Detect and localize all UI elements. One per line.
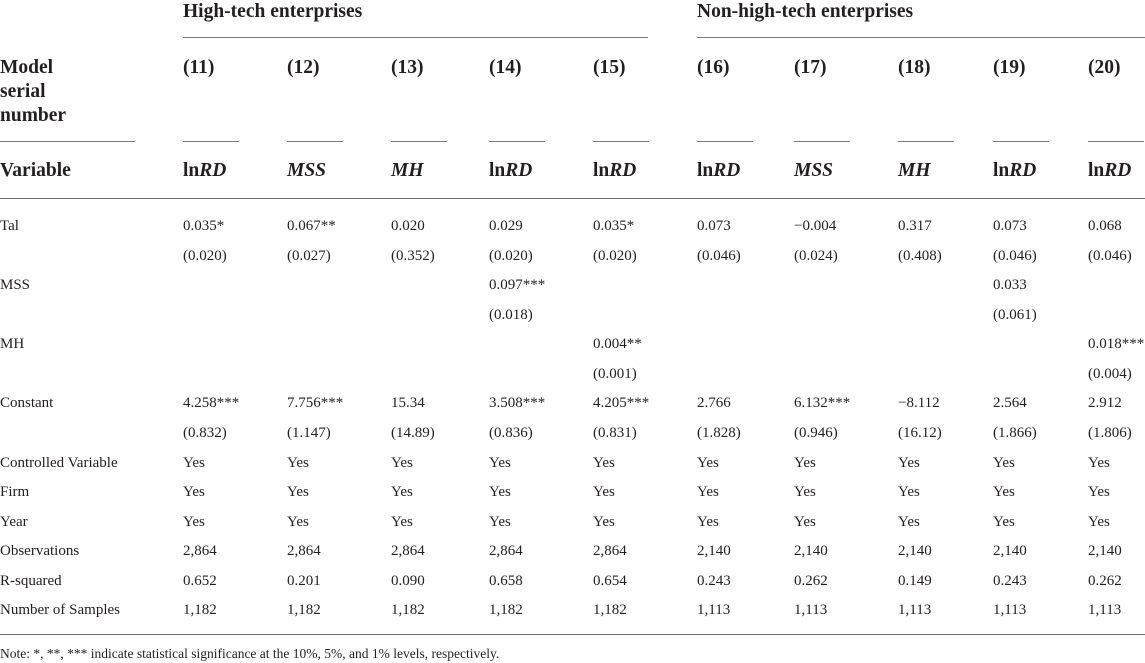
table-cell: 1,113 <box>1088 602 1122 618</box>
table-cell: 0.067** <box>287 218 336 234</box>
table-cell: 0.652 <box>183 573 217 589</box>
table-cell: 0.149 <box>898 573 932 589</box>
table-cell: Yes <box>183 455 205 471</box>
table-cell: 0.658 <box>489 573 523 589</box>
table-cell: 1,182 <box>593 602 627 618</box>
table-cell: 15.34 <box>391 395 425 411</box>
table-cell: Yes <box>697 514 719 530</box>
row-label: MH <box>0 336 25 352</box>
model-rule-16 <box>697 141 753 142</box>
row-label: Controlled Variable <box>0 455 118 471</box>
row-label: R-squared <box>0 573 62 589</box>
model-rule-20 <box>1088 141 1144 142</box>
table-cell: (1.806) <box>1088 425 1132 441</box>
model-number-11: (11) <box>183 57 215 78</box>
model-label-line-1: Model <box>0 57 54 78</box>
dep-var-name: MH <box>391 160 424 181</box>
model-rule-17 <box>794 141 850 142</box>
table-cell: 2,140 <box>1088 543 1122 559</box>
table-cell: 0.262 <box>794 573 828 589</box>
table-cell: Yes <box>391 514 413 530</box>
table-cell: (0.046) <box>993 248 1037 264</box>
dep-var-prefix: ln <box>993 160 1010 181</box>
table-cell: (16.12) <box>898 425 942 441</box>
dep-var-16 <box>697 159 740 183</box>
model-number-13: (13) <box>391 57 424 78</box>
table-cell: 0.262 <box>1088 573 1122 589</box>
model-label-line-2: serial <box>0 81 46 102</box>
table-cell: Yes <box>1088 455 1110 471</box>
row-label: Firm <box>0 484 30 500</box>
table-cell: 0.654 <box>593 573 627 589</box>
table-cell: 3.508*** <box>489 395 546 411</box>
table-cell: Yes <box>898 455 920 471</box>
table-cell: (0.831) <box>593 425 637 441</box>
table-cell: 0.029 <box>489 218 523 234</box>
table-cell: (14.89) <box>391 425 435 441</box>
model-label-rule <box>0 141 135 142</box>
table-note: Note: *, **, *** indicate statistical significance at the 10%, 5%, and 1% levels, respectively. <box>0 646 500 661</box>
model-number-14: (14) <box>489 57 522 78</box>
dep-var-18 <box>898 159 931 183</box>
row-label: Constant <box>0 395 54 411</box>
dep-var-prefix: ln <box>489 160 506 181</box>
group-header-high-tech: High-tech enterprises <box>183 1 363 22</box>
table-bottom-rule <box>0 634 1145 635</box>
table-cell: (0.046) <box>697 248 741 264</box>
dep-var-name: RD <box>199 160 227 181</box>
group-rule-high-tech <box>183 37 648 38</box>
table-cell: Yes <box>391 455 413 471</box>
dep-var-name: RD <box>505 160 533 181</box>
table-cell: 1,113 <box>794 602 828 618</box>
table-cell: 1,113 <box>697 602 731 618</box>
table-cell: Yes <box>697 484 719 500</box>
table-cell: 2.564 <box>993 395 1027 411</box>
table-cell: Yes <box>794 514 816 530</box>
table-cell: Yes <box>287 484 309 500</box>
table-cell: 0.090 <box>391 573 425 589</box>
model-number-20: (20) <box>1088 57 1121 78</box>
table-cell: 2,140 <box>898 543 932 559</box>
table-cell: (0.061) <box>993 307 1037 323</box>
dep-var-name: MSS <box>794 160 834 181</box>
model-rule-14 <box>489 141 545 142</box>
table-cell: Yes <box>593 514 615 530</box>
table-cell: Yes <box>489 455 511 471</box>
table-cell: 1,113 <box>898 602 932 618</box>
table-cell: 0.035* <box>183 218 225 234</box>
table-cell: 0.020 <box>391 218 425 234</box>
variable-label: Variable <box>0 160 71 181</box>
table-cell: 2,140 <box>697 543 731 559</box>
dep-var-12 <box>287 159 326 183</box>
row-label: Number of Samples <box>0 602 120 618</box>
group-rule-non-high-tech <box>697 37 1145 38</box>
table-cell: 0.033 <box>993 277 1027 293</box>
dep-var-11 <box>183 159 226 183</box>
table-cell: 2,864 <box>593 543 627 559</box>
table-cell: 1,182 <box>489 602 523 618</box>
table-cell: 1,113 <box>993 602 1027 618</box>
table-cell: 7.756*** <box>287 395 344 411</box>
table-cell: 4.258*** <box>183 395 240 411</box>
dep-var-14 <box>489 159 532 183</box>
table-cell: 2,140 <box>794 543 828 559</box>
table-cell: 2,864 <box>489 543 523 559</box>
table-cell: 2,864 <box>287 543 321 559</box>
dep-var-name: RD <box>713 160 741 181</box>
table-cell: 0.201 <box>287 573 321 589</box>
table-cell: (0.836) <box>489 425 533 441</box>
table-cell: 1,182 <box>183 602 217 618</box>
row-label: Tal <box>0 218 19 234</box>
table-cell: Yes <box>593 455 615 471</box>
table-cell: 2,864 <box>183 543 217 559</box>
table-cell: Yes <box>391 484 413 500</box>
table-cell: (0.027) <box>287 248 331 264</box>
table-cell: −0.004 <box>794 218 837 234</box>
row-label: Observations <box>0 543 80 559</box>
table-cell: 2,864 <box>391 543 425 559</box>
table-cell: (0.001) <box>593 366 637 382</box>
table-cell: −8.112 <box>898 395 940 411</box>
table-cell: (0.020) <box>489 248 533 264</box>
table-cell: 1,182 <box>287 602 321 618</box>
model-rule-13 <box>391 141 447 142</box>
table-cell: Yes <box>993 514 1015 530</box>
table-cell: 0.018*** <box>1088 336 1145 352</box>
header-bottom-rule <box>0 198 1145 199</box>
dep-var-name: MSS <box>287 160 327 181</box>
model-rule-15 <box>593 141 649 142</box>
table-cell: (0.020) <box>183 248 227 264</box>
table-cell: Yes <box>794 455 816 471</box>
table-cell: 0.035* <box>593 218 635 234</box>
table-cell: 0.073 <box>993 218 1027 234</box>
model-rule-19 <box>993 141 1049 142</box>
dep-var-prefix: ln <box>593 160 610 181</box>
table-cell: 2,140 <box>993 543 1027 559</box>
table-cell: (0.020) <box>593 248 637 264</box>
table-cell: 4.205*** <box>593 395 650 411</box>
table-cell: (0.004) <box>1088 366 1132 382</box>
model-number-16: (16) <box>697 57 730 78</box>
table-cell: (0.408) <box>898 248 942 264</box>
table-cell: Yes <box>898 514 920 530</box>
row-label: MSS <box>0 277 31 293</box>
table-cell: 1,182 <box>391 602 425 618</box>
model-number-19: (19) <box>993 57 1026 78</box>
group-header-non-high-tech: Non-high-tech enterprises <box>697 1 914 22</box>
model-label-line-3: number <box>0 105 67 126</box>
dep-var-13 <box>391 159 424 183</box>
dep-var-name: MH <box>898 160 931 181</box>
table-cell: Yes <box>489 514 511 530</box>
table-cell: 0.097*** <box>489 277 546 293</box>
table-cell: Yes <box>287 455 309 471</box>
table-cell: 6.132*** <box>794 395 851 411</box>
table-cell: Yes <box>183 514 205 530</box>
dep-var-20 <box>1088 159 1131 183</box>
table-cell: Yes <box>593 484 615 500</box>
table-cell: Yes <box>1088 514 1110 530</box>
table-cell: 0.004** <box>593 336 642 352</box>
table-cell: Yes <box>287 514 309 530</box>
table-cell: 2.766 <box>697 395 731 411</box>
dep-var-name: RD <box>1104 160 1132 181</box>
table-cell: (1.866) <box>993 425 1037 441</box>
dep-var-prefix: ln <box>1088 160 1105 181</box>
table-cell: (0.018) <box>489 307 533 323</box>
dep-var-17 <box>794 159 833 183</box>
table-cell: Yes <box>898 484 920 500</box>
table-cell: (1.828) <box>697 425 741 441</box>
table-cell: 0.243 <box>993 573 1027 589</box>
dep-var-prefix: ln <box>697 160 714 181</box>
table-cell: Yes <box>697 455 719 471</box>
table-cell: Yes <box>993 484 1015 500</box>
table-cell: Yes <box>993 455 1015 471</box>
model-number-15: (15) <box>593 57 626 78</box>
table-cell: 0.073 <box>697 218 731 234</box>
table-cell: Yes <box>489 484 511 500</box>
table-cell: 0.317 <box>898 218 932 234</box>
table-cell: Yes <box>1088 484 1110 500</box>
table-cell: (0.024) <box>794 248 838 264</box>
table-cell: 0.068 <box>1088 218 1122 234</box>
model-number-17: (17) <box>794 57 827 78</box>
table-cell: (0.352) <box>391 248 435 264</box>
model-number-18: (18) <box>898 57 931 78</box>
dep-var-19 <box>993 159 1036 183</box>
dep-var-15 <box>593 159 636 183</box>
table-cell: (0.832) <box>183 425 227 441</box>
table-cell: 2.912 <box>1088 395 1122 411</box>
model-number-12: (12) <box>287 57 320 78</box>
dep-var-prefix: ln <box>183 160 200 181</box>
model-rule-18 <box>898 141 954 142</box>
table-cell: Yes <box>183 484 205 500</box>
table-cell: 0.243 <box>697 573 731 589</box>
table-cell: (0.046) <box>1088 248 1132 264</box>
dep-var-name: RD <box>609 160 637 181</box>
model-rule-11 <box>183 141 239 142</box>
table-cell: (0.946) <box>794 425 838 441</box>
table-cell: (1.147) <box>287 425 331 441</box>
dep-var-name: RD <box>1009 160 1037 181</box>
table-cell: Yes <box>794 484 816 500</box>
row-label: Year <box>0 514 28 530</box>
model-rule-12 <box>287 141 343 142</box>
